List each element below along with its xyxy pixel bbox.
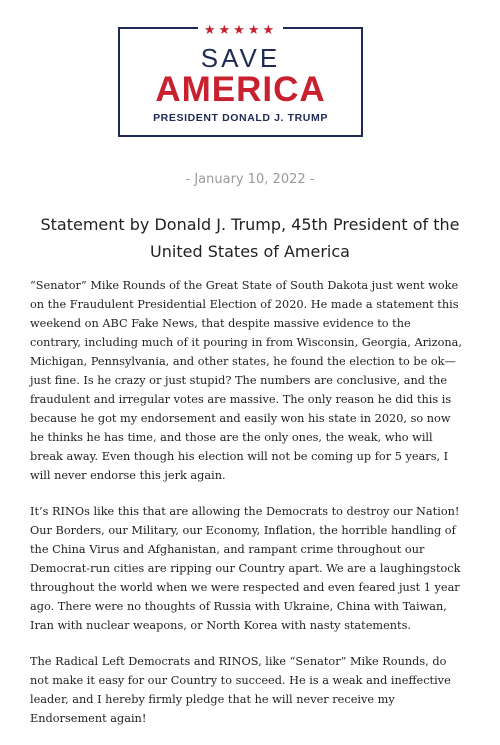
- paragraph-3: The Radical Left Democrats and RINOS, like “Senator” Mike Rounds, do not make it easy for our Country to succeed. He is a weak and ineffective leader, and I hereby firmly pledge that he will never receive my Endorsement again!: [30, 655, 451, 725]
- logo-save-text: SAVE: [200, 43, 281, 73]
- statement-title: Statement by Donald J. Trump, 45th President of the United States of America: [40, 215, 460, 261]
- stars-icon: ★★★★★: [120, 23, 361, 38]
- statement-body: [30, 276, 465, 745]
- paragraph-1: “Senator” Mike Rounds of the Great State of South Dakota just went woke on the Fraudulent Presidential Election of 2020. He made a statement this weekend on ABC Fake News, that despite massive evidence to the contrary, including much of it pouring in from Wisconsin, Georgia, Arizona, Michigan, Pennsylvania, and other states, he found the election to be ok—just fine. Is he crazy or just stupid? The numbers are conclusive, and the fraudulent and irregular votes are massive. The only reason he did this is because he got my endorsement and easily won his state in 2020, so now he thinks he has time, and those are the only ones, the weak, who will break away. Even though his election will not be coming up for 5 years, I will never endorse this jerk again.: [30, 279, 462, 482]
- save-america-logo: [118, 23, 363, 137]
- logo-america-text: AMERICA: [155, 70, 326, 109]
- logo-president-text: PRESIDENT DONALD J. TRUMP: [153, 112, 328, 124]
- paragraph-2: It’s RINOs like this that are allowing the Democrats to destroy our Nation! Our Borders, our Military, our Economy, Inflation, the horrible handling of the China Virus and Afghanistan, and rampant crime throughout our Democrat-run cities are ripping our Country apart. We are a laughingstock throughout the world when we were respected and even feared just 1 year ago. There were no thoughts of Russia with Ukraine, China with Taiwan, Iran with nuclear weapons, or North Korea with nasty statements.: [30, 505, 461, 632]
- statement-date: - January 10, 2022 -: [185, 172, 315, 187]
